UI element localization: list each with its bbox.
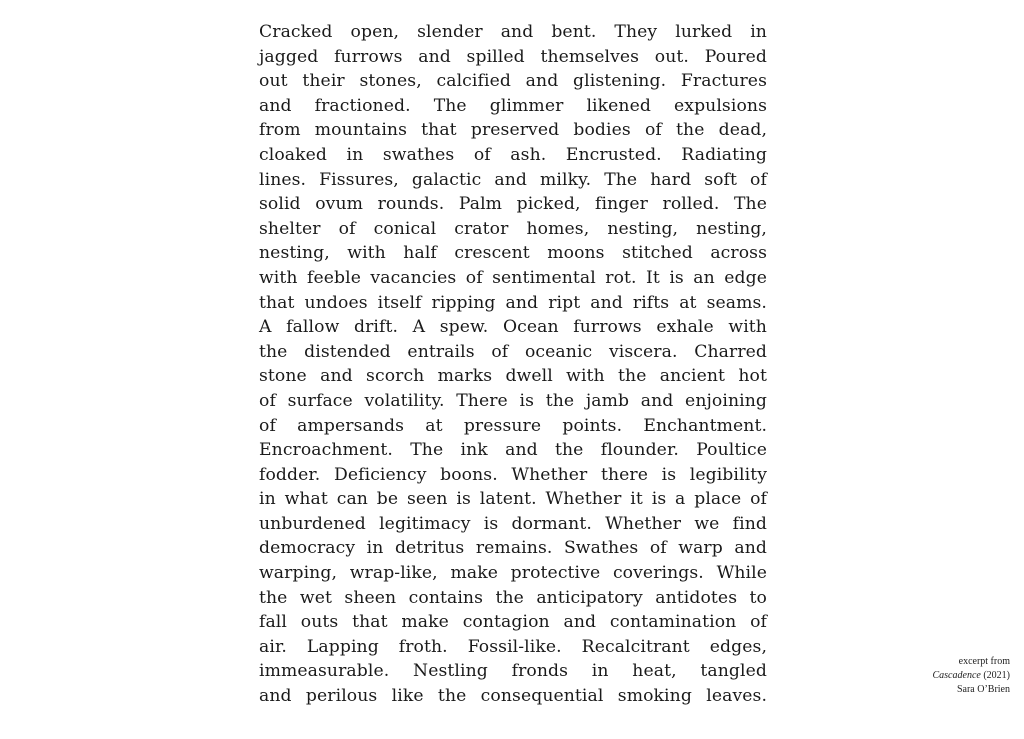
excerpt-line: A fallow drift. A spew. Ocean furrows exhale with	[259, 317, 767, 338]
excerpt-line: nesting, with half crescent moons stitched across	[259, 243, 768, 264]
credit-source-label: excerpt from	[958, 656, 1010, 667]
excerpt-line: in what can be seen is latent. Whether it is a place of	[259, 489, 767, 510]
excerpt-line: and perilous like the consequential smoking leaves.	[259, 686, 768, 707]
credit-book-title: Cascadence	[932, 670, 981, 681]
excerpt-line: of ampersands at pressure points. Enchantment.	[259, 415, 768, 436]
excerpt-credit	[850, 655, 1010, 697]
credit-author: Sara O’Brien	[956, 684, 1010, 695]
excerpt-line: solid ovum rounds. Palm picked, finger rolled. The	[259, 194, 767, 215]
excerpt-line: lines. Fissures, galactic and milky. The hard soft of	[259, 169, 767, 190]
excerpt-line: the wet sheen contains the anticipatory antidotes to	[259, 587, 768, 608]
credit-year: (2021)	[980, 670, 1010, 681]
excerpt-line: and fractioned. The glimmer likened expulsions	[259, 95, 767, 116]
excerpt-line: immeasurable. Nestling fronds in heat, tangled	[259, 661, 768, 682]
excerpt-line: fodder. Deficiency boons. Whether there is legibility	[259, 464, 768, 485]
excerpt-line: warping, wrap-like, make protective coverings. While	[259, 563, 767, 584]
credit-title-line	[850, 669, 1010, 683]
excerpt-line: Cracked open, slender and bent. They lurked in	[259, 22, 767, 42]
excerpt-line: cloaked in swathes of ash. Encrusted. Radiating	[259, 144, 767, 165]
excerpt-line: from mountains that preserved bodies of the dead,	[259, 120, 768, 141]
excerpt-line: with feeble vacancies of sentimental rot. It is an edge	[259, 267, 767, 288]
excerpt-line: out their stones, calcified and glistening. Fractures	[259, 71, 767, 92]
excerpt-line: unburdened legitimacy is dormant. Whether we find	[259, 513, 768, 534]
excerpt-line: air. Lapping froth. Fossil-like. Recalcitrant edges,	[259, 636, 768, 657]
excerpt-line: of surface volatility. There is the jamb and enjoining	[259, 390, 768, 411]
excerpt-line: jagged furrows and spilled themselves out. Poured	[259, 46, 767, 67]
excerpt-line: that undoes itself ripping and ript and rifts at seams.	[259, 292, 767, 313]
excerpt-line: Encroachment. The ink and the flounder. Poultice	[259, 440, 768, 461]
excerpt-line: fall outs that make contagion and contamination of	[259, 612, 767, 633]
excerpt-line: stone and scorch marks dwell with the ancient hot	[259, 366, 767, 387]
excerpt-line: the distended entrails of oceanic viscera. Charred	[259, 341, 768, 362]
excerpt-line: shelter of conical crator homes, nesting, nesting,	[259, 218, 767, 239]
excerpt-body	[259, 20, 767, 709]
excerpt-line: democracy in detritus remains. Swathes of warp and	[259, 538, 767, 559]
